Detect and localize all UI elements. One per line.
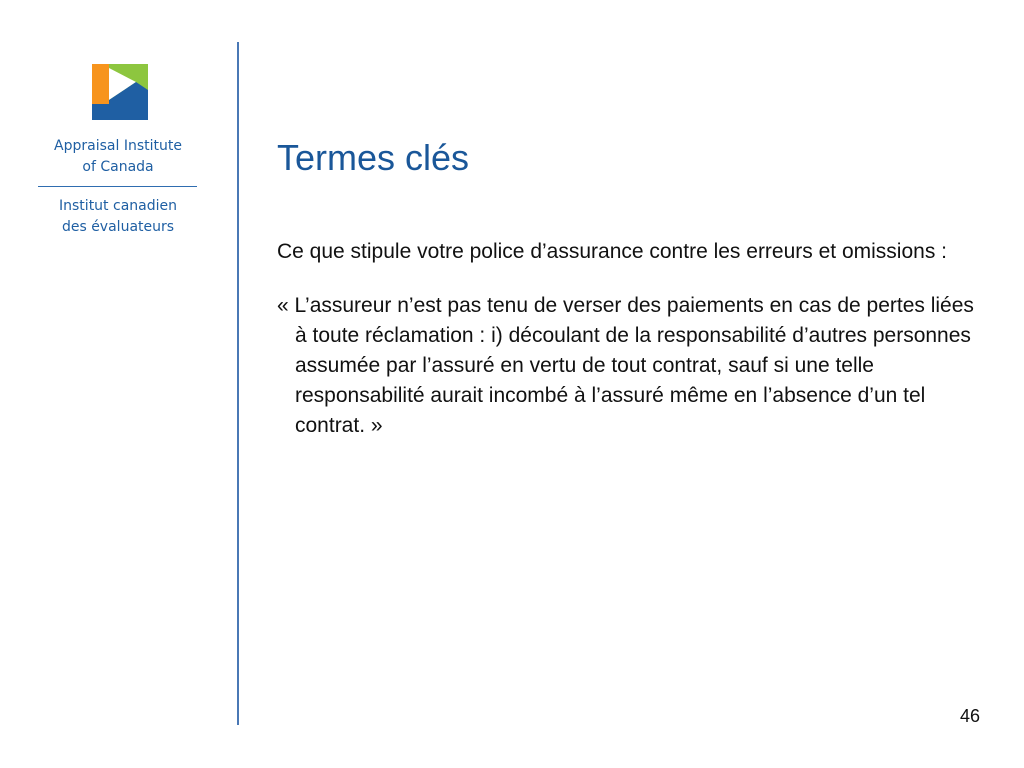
appraisal-institute-logo-icon — [92, 64, 148, 120]
slide-body — [277, 237, 982, 465]
body-paragraph-quote: « L’assureur n’est pas tenu de verser des paiements en cas de pertes liées à toute réclamation : i) découlant de la responsabilité d’autres personnes assumée par l’assuré en vertu de tout contrat, sauf si une telle responsabilité aurait incombé à l’assuré même en l’absence d’un tel contrat. » — [277, 294, 974, 437]
slide-title: Termes clés — [277, 137, 470, 178]
body-paragraph-intro: Ce que stipule votre police d’assurance contre les erreurs et omissions : — [277, 240, 947, 263]
logo-divider — [38, 186, 197, 187]
logo-name-fr-line2: des évaluateurs — [61, 219, 175, 235]
logo-name-english — [38, 136, 198, 178]
logo-name-french — [38, 196, 198, 238]
logo-name-en-line1: Appraisal Institute — [54, 138, 182, 154]
page-number: 46 — [959, 706, 980, 726]
logo-name-fr-line1: Institut canadien — [59, 198, 177, 214]
logo-name-en-line2: of Canada — [82, 159, 154, 175]
vertical-divider — [237, 42, 239, 725]
